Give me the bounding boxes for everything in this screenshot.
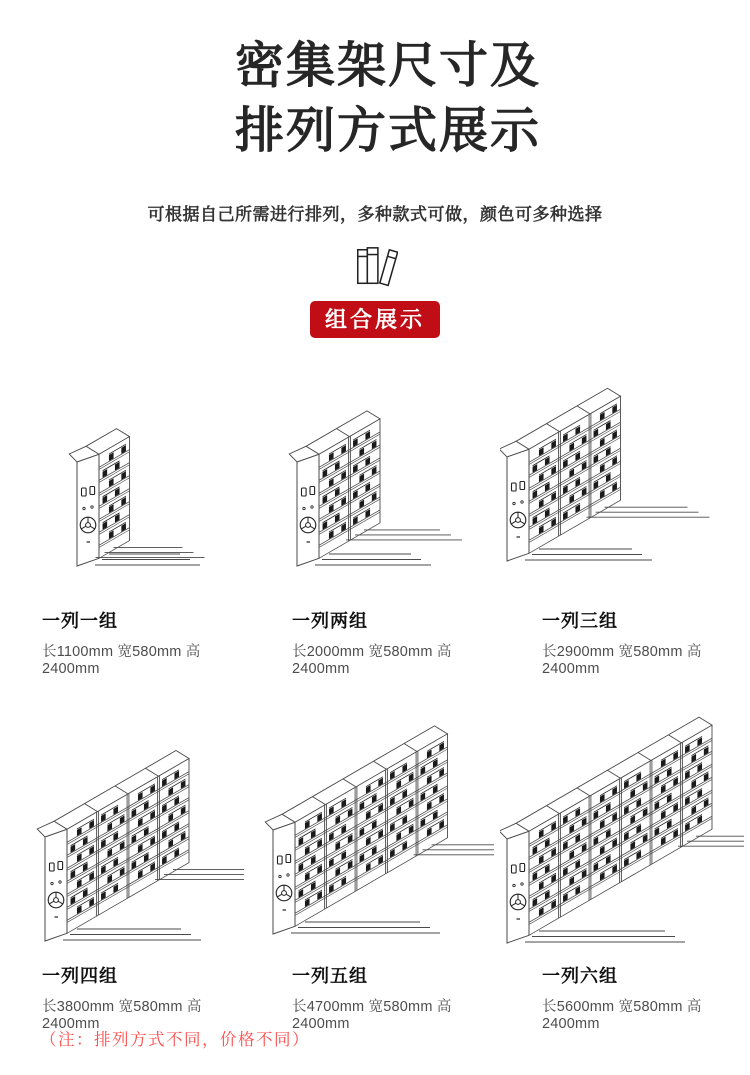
shelving-unit-drawing [250, 386, 500, 601]
header [0, 34, 750, 338]
shelving-unit-drawing [0, 386, 250, 601]
product-dimensions: 长4700mm 宽580mm 高2400mm [292, 999, 452, 1033]
product-card [500, 386, 750, 686]
shelving-unit-drawing [500, 686, 750, 956]
product-grid [0, 386, 750, 1033]
product-dimensions: 长1100mm 宽580mm 高2400mm [42, 644, 201, 678]
product-card [250, 686, 500, 1033]
books-icon-wrap [0, 246, 750, 288]
product-dimensions: 长2900mm 宽580mm 高2400mm [542, 644, 702, 678]
shelving-unit-drawing [250, 686, 500, 956]
product-card [250, 386, 500, 686]
shelving-unit-drawing [500, 386, 750, 601]
product-name: 一列六组 [542, 966, 618, 987]
product-name: 一列四组 [42, 966, 118, 987]
price-note: （注：排列方式不同，价格不同） [40, 1031, 310, 1050]
product-name: 一列一组 [42, 611, 118, 632]
product-card [500, 686, 750, 1033]
subtitle: 可根据自己所需进行排列，多种款式可做，颜色可多种选择 [147, 205, 603, 225]
product-name: 一列三组 [542, 611, 618, 632]
product-card [0, 386, 250, 686]
product-dimensions: 长2000mm 宽580mm 高2400mm [292, 644, 452, 678]
product-dimensions: 长5600mm 宽580mm 高2400mm [542, 999, 702, 1033]
shelving-unit-drawing [0, 686, 250, 956]
product-dimensions: 长3800mm 宽580mm 高2400mm [42, 999, 202, 1033]
title-line-1: 密集架尺寸及 [234, 39, 541, 93]
books-icon [352, 246, 398, 288]
product-name: 一列五组 [292, 966, 368, 987]
product-card [0, 686, 250, 1033]
page-title [13, 34, 750, 163]
combo-display-button[interactable]: 组合展示 [310, 301, 440, 338]
title-line-2: 排列方式展示 [234, 103, 541, 158]
product-name: 一列两组 [292, 611, 368, 632]
